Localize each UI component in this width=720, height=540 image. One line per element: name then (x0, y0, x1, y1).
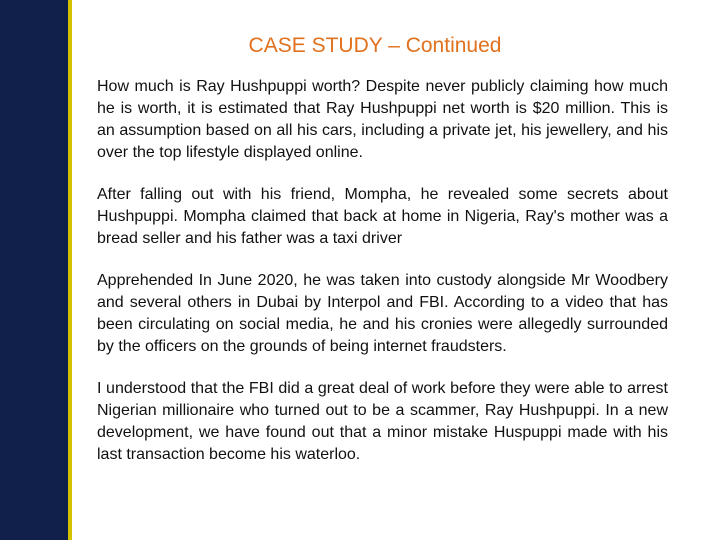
paragraph-mompha: After falling out with his friend, Mompha, he revealed some secrets about Hushpuppi. Mompha claimed that back at home in Nigeria, Ray's mother was a bread seller and his father was a taxi driver (97, 186, 668, 247)
paragraph-fbi: I understood that the FBI did a great deal of work before they were able to arrest Nigerian millionaire who turned out to be a scammer, Ray Hushpuppi. In a new development, we have found out that a minor mistake Huspuppi made with his last transaction become his waterloo. (97, 380, 668, 463)
slide-title: CASE STUDY – Continued (248, 34, 502, 57)
paragraph-net-worth: How much is Ray Hushpuppi worth? Despite never publicly claiming how much he is worth, it is estimated that Ray Hushpuppi net worth is $20 million. This is an assumption based on all his cars, including a private jet, his jewellery, and his over the top lifestyle displayed online. (97, 78, 668, 161)
slide-body (97, 76, 668, 486)
paragraph-arrest: Apprehended In June 2020, he was taken into custody alongside Mr Woodbery and several others in Dubai by Interpol and FBI. According to a video that has been circulating on social media, he and his cronies were allegedly surrounded by the officers on the grounds of being internet fraudsters. (97, 272, 668, 355)
left-sidebar-bar (0, 0, 72, 540)
